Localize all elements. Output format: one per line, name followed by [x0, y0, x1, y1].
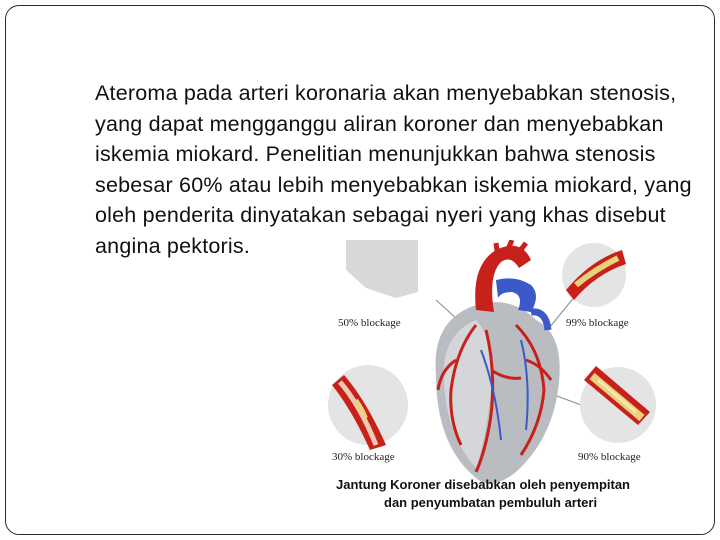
label-99-blockage: 99% blockage [566, 317, 629, 329]
label-30-blockage: 30% blockage [332, 451, 395, 463]
artery-30-blockage [328, 365, 408, 450]
label-50-blockage: 50% blockage [338, 317, 401, 329]
figure-caption-line2: dan penyumbatan pembuluh arteri [384, 495, 598, 510]
artery-90-blockage [580, 366, 656, 443]
label-90-blockage: 90% blockage [578, 451, 641, 463]
slide-body-text: Ateroma pada arteri koronaria akan menyebabkan stenosis, yang dapat mengganggu aliran koroner dan menyebabkan iskemia miokard. Penelitian menunjukkan bahwa stenosis sebesar 60% atau lebih menyebabkan iskemia miokard, yang oleh penderita dinyatakan sebagai nyeri yang khas disebut angina pektoris. [95, 81, 692, 258]
coronary-heart-illustration [326, 240, 680, 520]
figure-caption-line1: Jantung Koroner disebabkan oleh penyempitan [336, 477, 630, 492]
heart [436, 240, 560, 484]
